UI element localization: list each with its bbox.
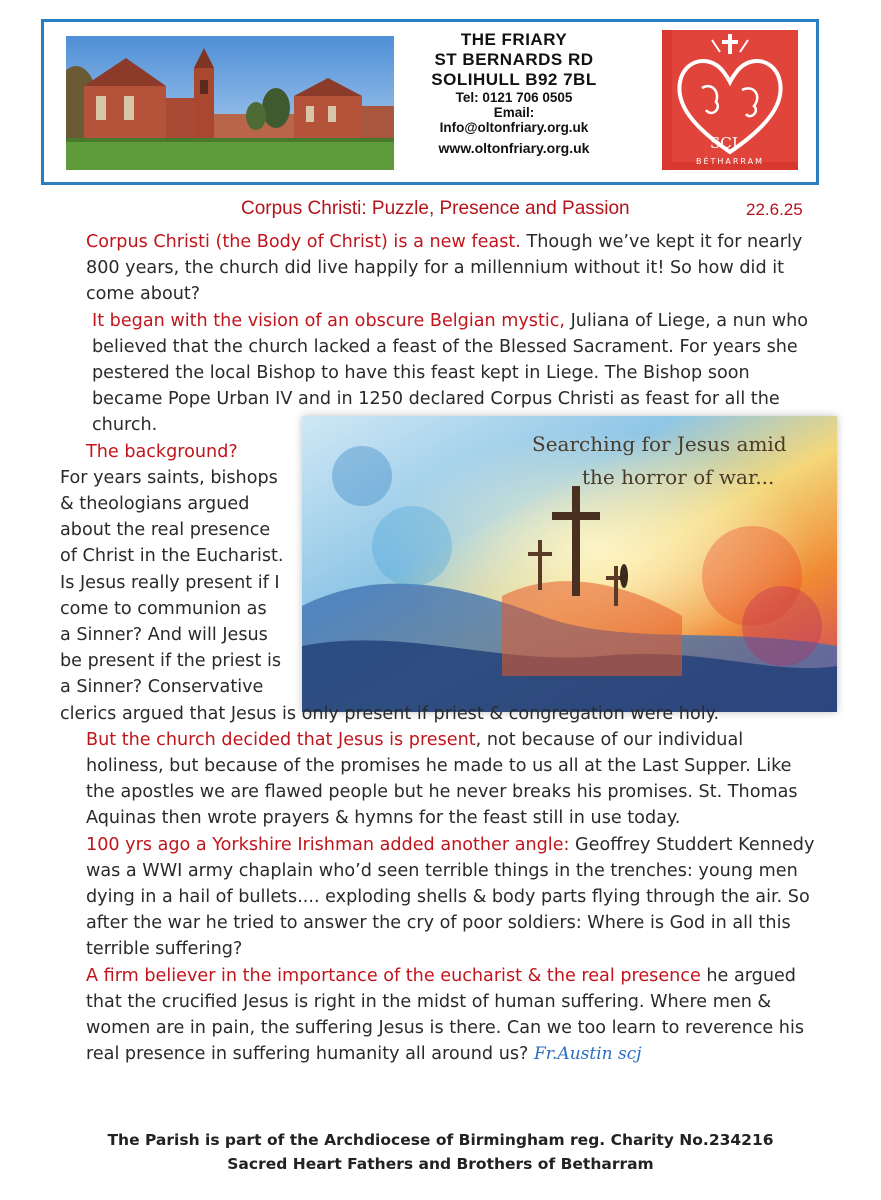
- logo-betharram-text: BÉTHARRAM: [695, 157, 765, 166]
- author-signature: Fr.Austin scj: [533, 1044, 642, 1065]
- paragraph-4-lead: But the church decided that Jesus is present: [86, 729, 476, 750]
- telephone: Tel: 0121 706 0505: [455, 90, 573, 105]
- paragraph-3-line: about the real presence: [60, 520, 271, 541]
- town-postcode: SOLIHULL B92 7BL: [431, 70, 597, 89]
- paragraph-3-column: [60, 439, 306, 701]
- paragraph-3-line: & theologians argued: [60, 494, 250, 515]
- header-box: [41, 19, 819, 185]
- artwork-caption-line1: Searching for Jesus amid: [532, 432, 787, 456]
- paragraph-3-line: For years saints, bishops: [60, 467, 278, 488]
- paragraph-1: [60, 229, 820, 308]
- paragraph-5-lead: 100 yrs ago a Yorkshire Irishman added another angle:: [86, 834, 570, 855]
- paragraph-1-text: Though we’ve kept it for nearly 800 years, the church did live happily for a millennium without it! So how did it come about?: [86, 232, 803, 305]
- artwork-caption-line2: the horror of war...: [582, 465, 775, 489]
- paragraph-3-line: a Sinner? Conservative: [60, 677, 264, 698]
- paragraph-5-text: Geoffrey Studdert Kennedy was a WWI army chaplain who’d seen terrible things in the trenches: young men dying in a hail of bullets.... exploding shells & body parts flying through the air. So after the war he tried to answer the cry of poor soldiers: Where is God in all this terrible suffering?: [86, 834, 815, 960]
- website-url: www.oltonfriary.org.uk: [438, 140, 590, 156]
- paragraph-6-text: he argued that the crucified Jesus is right in the midst of human suffering. Where men & women are in pain, the suffering Jesus is there. Can we too learn to reverence his real presence in suffering humanity all around us?: [86, 965, 805, 1065]
- email-label: Email:: [493, 105, 535, 120]
- address-block: [409, 30, 619, 156]
- scj-logo: [662, 30, 798, 170]
- paragraph-3-line: Is Jesus really present if I: [60, 572, 280, 593]
- paragraph-3-line: a Sinner? And will Jesus: [60, 625, 268, 646]
- paragraph-3-end: clerics argued that Jesus is only present if priest & congregation were holy.: [60, 703, 720, 724]
- article-body: [60, 229, 820, 1068]
- logo-scj-text: SCJ: [710, 134, 738, 152]
- footer: [0, 1128, 881, 1176]
- friary-name: THE FRIARY: [460, 30, 568, 49]
- paragraph-5: [60, 832, 820, 963]
- email-address: Info@oltonfriary.org.uk: [439, 120, 589, 135]
- title-line: [0, 198, 881, 224]
- paragraph-3-line: be present if the priest is: [60, 651, 282, 672]
- paragraph-4: [60, 727, 820, 832]
- church-photo: [66, 36, 394, 170]
- footer-charity-line: The Parish is part of the Archdiocese of Birmingham reg. Charity No.234216: [107, 1131, 774, 1149]
- paragraph-2-text: Juliana of Liege, a nun who believed that the church lacked a feast of the Blessed Sacrament. For years she pestered the local Bishop to have this feast kept in Liege. The Bishop soon became Pope Urban IV and in 1250 declared Corpus Christi as feast for all the church.: [92, 310, 808, 436]
- paragraph-6: [60, 963, 820, 1068]
- paragraph-3-lead: The background?: [86, 441, 238, 462]
- paragraph-4-text: , not because of our individual holiness, but because of the promises he made to us all at the Last Supper. Like the apostles we are flawed people but he never breaks his promises. St. Thomas Aquinas then wrote prayers & hymns for the feast still in use today.: [86, 729, 798, 829]
- footer-order-line: Sacred Heart Fathers and Brothers of Betharram: [227, 1155, 654, 1173]
- street-address: ST BERNARDS RD: [434, 50, 594, 69]
- paragraph-2: [60, 308, 820, 439]
- paragraph-3-line: of Christ in the Eucharist.: [60, 546, 284, 567]
- paragraph-3-line: come to communion as: [60, 598, 267, 619]
- paragraph-1-lead: Corpus Christi (the Body of Christ) is a new feast.: [86, 232, 521, 252]
- paragraph-6-lead: A firm believer in the importance of the eucharist & the real presence: [86, 965, 701, 986]
- article-date: 22.6.25: [746, 200, 803, 219]
- paragraph-2-lead: It began with the vision of an obscure Belgian mystic,: [92, 310, 566, 331]
- article-title: Corpus Christi: Puzzle, Presence and Passion: [241, 198, 630, 219]
